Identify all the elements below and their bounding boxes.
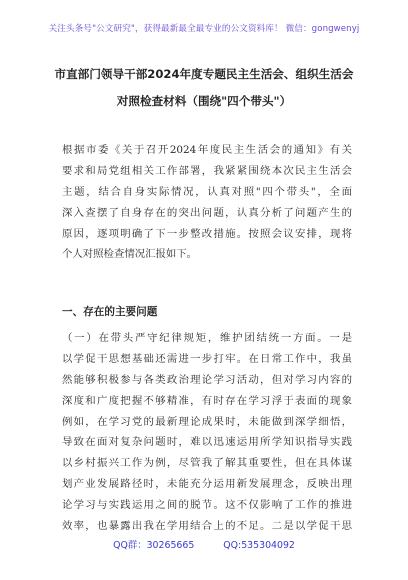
paragraph-line: 效率，也暴露出我在学用结合上的不足。二是以学促干思 bbox=[62, 520, 352, 533]
paragraph-line: 划产业发展路径时，未能充分运用新发展理念，反映出理 bbox=[62, 478, 352, 491]
section-heading: 一、存在的主要问题 bbox=[62, 306, 158, 318]
paragraph-line: 论学习与实践运用之间的脱节。这不仅影响了工作的推进 bbox=[62, 499, 352, 512]
document-title-line-1: 市直部门领导干部2024年度专题民主生活会、组织生活会 bbox=[54, 67, 354, 81]
paragraph-line: 根据市委《关于召开2024年度民主生活会的通知》有关 bbox=[62, 144, 352, 156]
paragraph-line: 深入查摆了自身存在的突出问题，认真分析了问题产生的 bbox=[62, 206, 352, 219]
paragraph-line: 深度和广度把握不够精准，有时存在学习浮于表面的现象 bbox=[62, 394, 352, 407]
paragraph-line: （一）在带头严守纪律规矩，维护团结统一方面。一是 bbox=[62, 332, 352, 344]
paragraph-line: 个人对照检查情况汇报如下。 bbox=[62, 248, 198, 261]
paragraph-line: 主题，结合自身实际情况，认真对照"四个带头"，全面 bbox=[62, 185, 352, 198]
header-promo-note: 关注头条号"公文研究"，获得最新最全最专业的公文资料库！ 微信：gongwenyj bbox=[48, 24, 360, 34]
qq-contact-number: QQ:535304092 bbox=[223, 540, 295, 551]
paragraph-line: 原因，逐项明确了下一步整改措施。按照会议安排，现将 bbox=[62, 227, 352, 240]
qq-group-number: QQ群：30265665 bbox=[113, 540, 195, 551]
paragraph-line: 导致在面对复杂问题时，难以迅速运用所学知识指导实践 bbox=[62, 436, 352, 449]
paragraph-line: 然能够积极参与各类政治理论学习活动，但对学习内容的 bbox=[62, 373, 352, 386]
paragraph-line: 以学促干思想基础还需进一步打牢。在日常工作中，我虽 bbox=[62, 352, 352, 365]
paragraph-line: 例如，在学习党的最新理论成果时，未能做到深学细悟， bbox=[62, 415, 352, 428]
paragraph-line: 要求和局党组相关工作部署，我紧紧围绕本次民主生活会 bbox=[62, 164, 352, 177]
intro-paragraph bbox=[62, 140, 352, 265]
footer-contact bbox=[0, 537, 408, 551]
section-paragraph bbox=[62, 328, 352, 537]
paragraph-line: 以乡村振兴工作为例，尽管我了解其重要性，但在具体谋 bbox=[62, 457, 352, 470]
document-title-line-2: 对照检查材料（围绕"四个带头"） bbox=[116, 94, 292, 108]
